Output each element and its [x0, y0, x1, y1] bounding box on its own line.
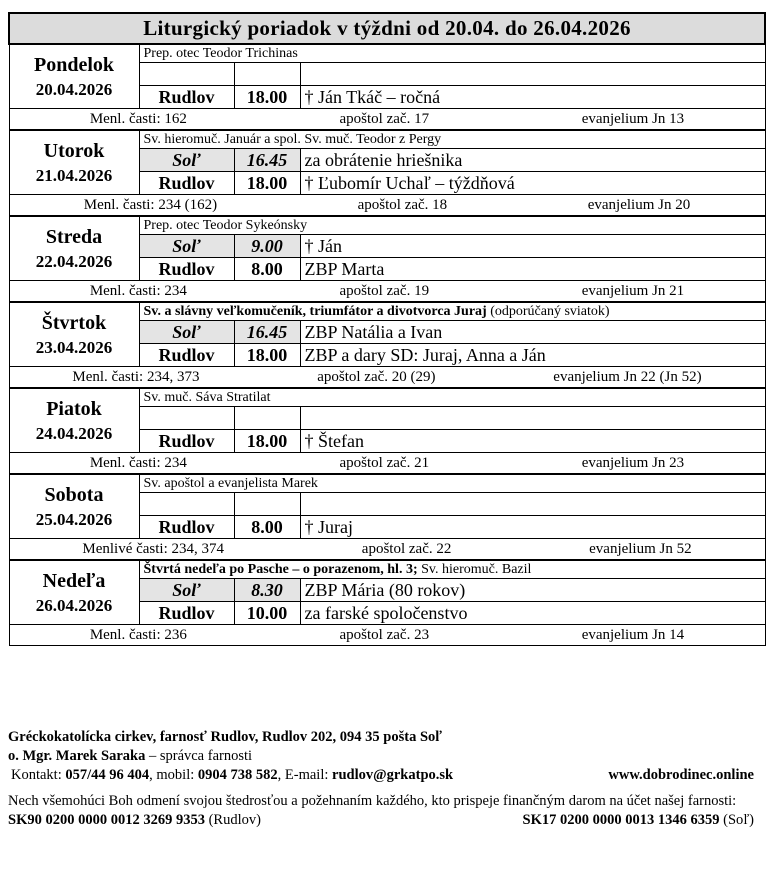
email-link[interactable]: rudlov@grkatpo.sk — [332, 767, 454, 783]
readings-row — [9, 281, 765, 303]
day-name: Štvrtok — [41, 311, 107, 334]
readings-row — [9, 367, 765, 389]
readings — [9, 281, 765, 303]
mass-time — [234, 63, 300, 86]
liturgical-schedule-table — [8, 12, 766, 646]
readings-wrap — [14, 109, 761, 129]
reading-evanjelium: evanjelium Jn 23 — [581, 454, 685, 471]
mass-intention: † Juraj — [300, 516, 765, 539]
day-cell — [9, 44, 139, 109]
iban-sol-label: (Soľ) — [723, 812, 754, 828]
reading-evanjelium: evanjelium Jn 52 — [589, 540, 692, 557]
reading-menl: Menl. časti: 234 (162) — [83, 196, 218, 213]
iban-rudlov-label: (Rudlov) — [208, 812, 261, 828]
day-date: 23.04.2026 — [35, 337, 113, 357]
saint-of-day — [139, 216, 765, 235]
mass-intention: za farské spoločenstvo — [300, 602, 765, 625]
parish-info — [8, 728, 764, 785]
mass-place: Soľ — [139, 321, 234, 344]
day-name: Pondelok — [33, 53, 115, 76]
saint-name: (odporúčaný sviatok) — [490, 303, 610, 319]
donation-info — [8, 792, 764, 830]
day-header-row — [9, 474, 765, 493]
mobile-label: , mobil: — [149, 767, 195, 783]
parish-address: Gréckokatolícka cirkev, farnosť Rudlov, Rudlov 202, 094 35 pošta Soľ — [8, 729, 443, 745]
day-date: 24.04.2026 — [35, 423, 113, 443]
mass-time: 16.45 — [234, 149, 300, 172]
readings-row — [9, 539, 765, 561]
feast-title: Štvrtá nedeľa po Pasche – o porazenom, hl. 3; — [143, 561, 418, 577]
iban-sol: SK17 0200 0000 0013 1346 6359 — [522, 812, 720, 828]
day-name: Utorok — [43, 139, 105, 162]
readings — [9, 539, 765, 561]
mass-intention — [300, 493, 765, 516]
bank-accounts — [8, 811, 764, 830]
title-row — [9, 13, 765, 44]
reading-apostol: apoštol zač. 19 — [339, 282, 430, 299]
reading-evanjelium: evanjelium Jn 20 — [587, 196, 691, 213]
parish-admin — [8, 747, 764, 766]
reading-apostol: apoštol zač. 18 — [357, 196, 448, 213]
mass-place: Soľ — [139, 235, 234, 258]
saint-name: Prep. otec Teodor Sykeónsky — [143, 217, 308, 233]
day-header-row — [9, 302, 765, 321]
feast-title: Sv. a slávny veľkomučeník, triumfátor a divotvorca Juraj — [143, 303, 487, 319]
day-name: Piatok — [46, 397, 102, 420]
saint-of-day — [139, 130, 765, 149]
mass-intention: ZBP a dary SD: Juraj, Anna a Ján — [300, 344, 765, 367]
mass-time: 18.00 — [234, 172, 300, 195]
saint-name: Prep. otec Teodor Trichinas — [143, 45, 298, 61]
saint-of-day — [139, 560, 765, 579]
mass-intention: ZBP Marta — [300, 258, 765, 281]
day-date: 22.04.2026 — [35, 251, 113, 271]
saint-of-day — [139, 44, 765, 63]
contact-label: Kontakt: — [11, 767, 62, 783]
readings-row — [9, 109, 765, 131]
day-cell — [9, 388, 139, 453]
contact-line — [8, 766, 764, 785]
readings — [9, 625, 765, 646]
readings — [9, 453, 765, 475]
readings-row — [9, 625, 765, 646]
mass-place: Soľ — [139, 149, 234, 172]
mass-intention — [300, 407, 765, 430]
day-header-row — [9, 388, 765, 407]
mass-time: 8.00 — [234, 258, 300, 281]
reading-evanjelium: evanjelium Jn 22 (Jn 52) — [553, 368, 702, 385]
mass-place: Rudlov — [139, 258, 234, 281]
day-header-row — [9, 216, 765, 235]
mass-time — [234, 407, 300, 430]
mass-place: Soľ — [139, 579, 234, 602]
day-header-row — [9, 44, 765, 63]
phone: 057/44 96 404 — [65, 767, 150, 783]
admin-name: o. Mgr. Marek Saraka — [8, 748, 146, 764]
schedule-title: Liturgický poriadok v týždni od 20.04. do 26.04.2026 — [9, 13, 765, 44]
reading-apostol: apoštol zač. 21 — [339, 454, 430, 471]
mass-time: 8.00 — [234, 516, 300, 539]
mass-intention: za obrátenie hriešnika — [300, 149, 765, 172]
mass-intention: † Štefan — [300, 430, 765, 453]
admin-role: – správca farnosti — [148, 748, 253, 764]
saint-of-day — [139, 474, 765, 493]
day-header-row — [9, 130, 765, 149]
mass-time: 8.30 — [234, 579, 300, 602]
mobile: 0904 738 582 — [197, 767, 278, 783]
mass-time: 16.45 — [234, 321, 300, 344]
saint-name: Sv. apoštol a evanjelista Marek — [143, 475, 318, 491]
mass-place: Rudlov — [139, 86, 234, 109]
mass-time: 18.00 — [234, 86, 300, 109]
mass-place: Rudlov — [139, 602, 234, 625]
readings-wrap — [14, 453, 761, 473]
day-name: Sobota — [44, 483, 104, 506]
day-date: 25.04.2026 — [35, 509, 113, 529]
mass-place — [139, 407, 234, 430]
reading-evanjelium: evanjelium Jn 14 — [581, 626, 685, 643]
mass-time: 18.00 — [234, 430, 300, 453]
mass-place — [139, 63, 234, 86]
mass-place: Rudlov — [139, 344, 234, 367]
reading-menl: Menl. časti: 234, 373 — [72, 368, 200, 385]
saint-name: Sv. muč. Sáva Stratilat — [143, 389, 271, 405]
readings-wrap — [14, 281, 761, 301]
mass-time: 10.00 — [234, 602, 300, 625]
day-date: 21.04.2026 — [35, 165, 113, 185]
reading-evanjelium: evanjelium Jn 21 — [581, 282, 685, 299]
day-cell — [9, 302, 139, 367]
iban-rudlov: SK90 0200 0000 0012 3269 9353 — [8, 812, 205, 828]
day-date: 20.04.2026 — [35, 79, 113, 99]
reading-evanjelium: evanjelium Jn 13 — [581, 110, 685, 127]
mass-place: Rudlov — [139, 430, 234, 453]
day-header-row — [9, 560, 765, 579]
readings-wrap — [14, 367, 761, 387]
reading-menl: Menl. časti: 234 — [89, 454, 187, 471]
reading-apostol: apoštol zač. 22 — [361, 540, 452, 557]
reading-apostol: apoštol zač. 23 — [339, 626, 430, 643]
day-cell — [9, 474, 139, 539]
saint-name: Sv. hieromuč. Január a spol. Sv. muč. Teodor z Pergy — [143, 131, 442, 147]
day-cell — [9, 560, 139, 625]
mass-intention: † Ján Tkáč – ročná — [300, 86, 765, 109]
saint-of-day — [139, 302, 765, 321]
reading-apostol: apoštol zač. 17 — [339, 110, 430, 127]
saint-name: Sv. hieromuč. Bazil — [421, 561, 532, 577]
mass-place — [139, 493, 234, 516]
mass-time — [234, 493, 300, 516]
readings-wrap — [14, 195, 761, 215]
website-link[interactable]: www.dobrodinec.online — [608, 767, 754, 783]
readings-wrap — [14, 539, 761, 559]
mass-place: Rudlov — [139, 516, 234, 539]
readings-wrap — [14, 625, 761, 645]
day-date: 26.04.2026 — [35, 595, 113, 615]
readings — [9, 367, 765, 389]
readings — [9, 195, 765, 217]
readings-row — [9, 195, 765, 217]
reading-menl: Menl. časti: 234 — [89, 282, 187, 299]
reading-menl: Menlivé časti: 234, 374 — [82, 540, 225, 557]
reading-apostol: apoštol zač. 20 (29) — [317, 368, 436, 385]
mass-intention: † Ľubomír Uchaľ – týždňová — [300, 172, 765, 195]
email-label: , E-mail: — [277, 767, 329, 783]
day-name: Nedeľa — [42, 569, 106, 592]
mass-intention: † Ján — [300, 235, 765, 258]
mass-place: Rudlov — [139, 172, 234, 195]
mass-intention — [300, 63, 765, 86]
day-cell — [9, 216, 139, 281]
mass-time: 18.00 — [234, 344, 300, 367]
saint-of-day — [139, 388, 765, 407]
mass-intention: ZBP Natália a Ivan — [300, 321, 765, 344]
donation-text: Nech všemohúci Boh odmení svojou štedrosťou a požehnaním každého, kto prispeje finančným darom na účet našej farnosti: — [8, 793, 737, 809]
day-cell — [9, 130, 139, 195]
schedule-body — [9, 44, 765, 646]
mass-time: 9.00 — [234, 235, 300, 258]
mass-intention: ZBP Mária (80 rokov) — [300, 579, 765, 602]
readings — [9, 109, 765, 131]
reading-menl: Menl. časti: 236 — [89, 626, 187, 643]
readings-row — [9, 453, 765, 475]
reading-menl: Menl. časti: 162 — [89, 110, 187, 127]
day-name: Streda — [45, 225, 103, 248]
